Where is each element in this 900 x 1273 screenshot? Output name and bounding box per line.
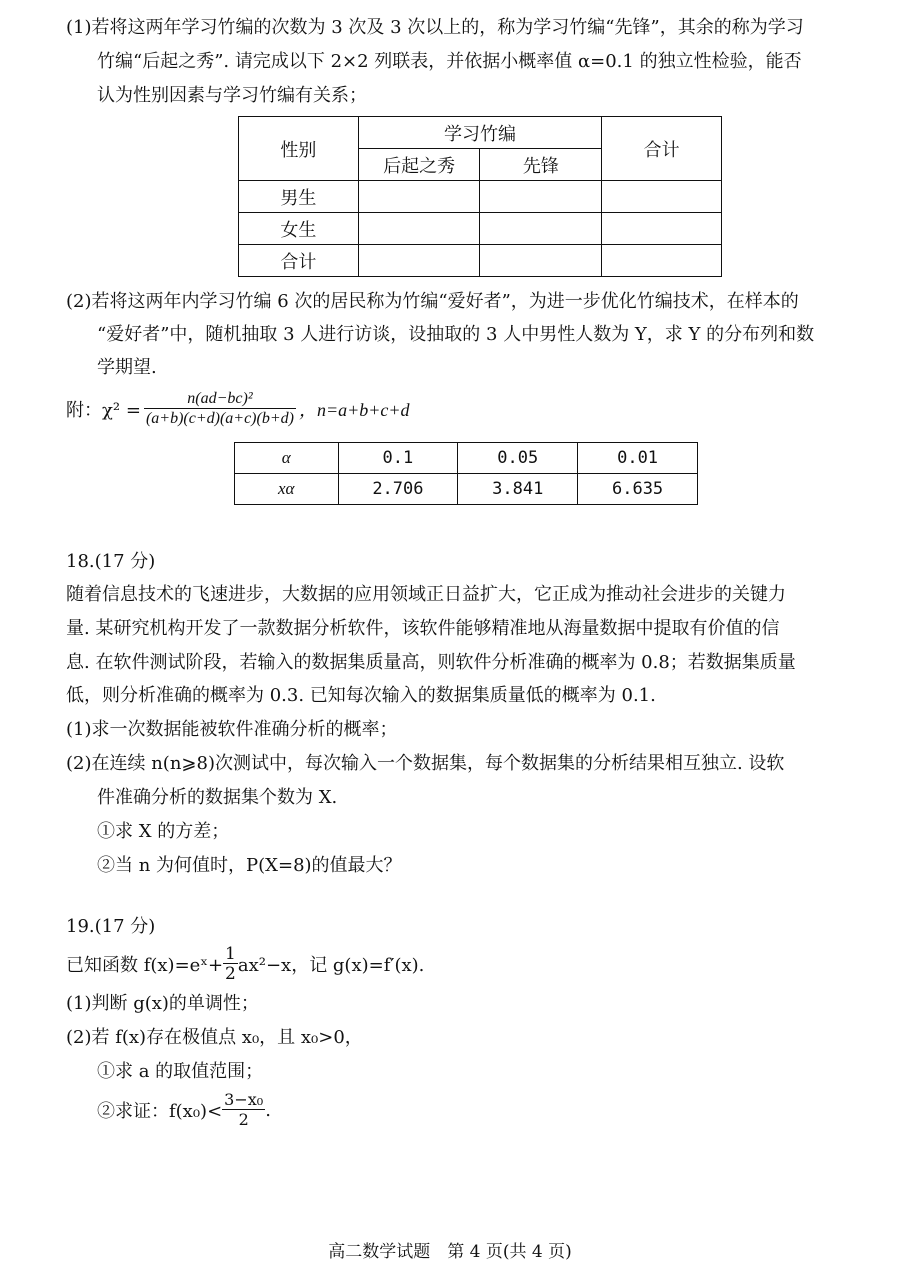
row-label-total: 合计 — [239, 245, 359, 277]
q18-line6: (2)在连续 n(n⩾8)次测试中，每次输入一个数据集，每个数据集的分析结果相互独立. 设软 — [66, 753, 785, 774]
q19-line3: (2)若 f(x)存在极值点 x₀，且 x₀>0， — [66, 1027, 363, 1048]
inequality-fraction — [222, 1091, 265, 1130]
row-label-male: 男生 — [239, 181, 359, 213]
q18-line7: 件准确分析的数据集个数为 X. — [97, 787, 338, 808]
q18-line5: (1)求一次数据能被软件准确分析的概率； — [66, 719, 398, 740]
critical-value: 3.841 — [458, 474, 578, 505]
fraction-numerator: 3−x₀ — [224, 1089, 264, 1109]
table-cell — [602, 245, 722, 277]
critical-value-table — [234, 442, 698, 505]
table-cell — [358, 181, 480, 213]
row-label-female: 女生 — [239, 213, 359, 245]
fraction-denominator: 2 — [238, 1109, 249, 1129]
header-pioneer: 先锋 — [480, 149, 602, 181]
header-late-bloomer: 后起之秀 — [358, 149, 480, 181]
fraction-numerator: 1 — [225, 943, 236, 964]
critical-value: 2.706 — [338, 474, 458, 505]
table-cell — [358, 213, 480, 245]
table-cell — [358, 245, 480, 277]
header-total: 合计 — [602, 117, 722, 181]
chi-square-formula — [66, 386, 410, 432]
q18-title: 18.(17 分) — [66, 551, 156, 572]
q18-line2: 量. 某研究机构开发了一款数据分析软件，该软件能够精准地从海量数据中提取有价值的信 — [66, 618, 780, 639]
critical-value: 6.635 — [578, 474, 698, 505]
q18-line4: 低，则分析准确的概率为 0.3. 已知每次输入的数据集质量低的概率为 0.1. — [66, 685, 656, 706]
table-cell — [480, 245, 602, 277]
header-gender: 性别 — [239, 117, 359, 181]
alpha-label: α — [235, 443, 339, 474]
q19-line2: (1)判断 g(x)的单调性； — [66, 993, 259, 1014]
fraction-denominator: 2 — [225, 963, 236, 984]
alpha-value: 0.05 — [458, 443, 578, 474]
header-study: 学习竹编 — [358, 117, 601, 149]
table-cell — [480, 213, 602, 245]
q17-part1-line2: 竹编“后起之秀”. 请完成以下 2×2 列联表，并依据小概率值 α=0.1 的独立性检验，能否 — [97, 51, 802, 72]
formula-prefix: 附：χ² = — [66, 400, 141, 421]
alpha-value: 0.01 — [578, 443, 698, 474]
q18-line8: ①求 X 的方差； — [97, 821, 230, 842]
formula-fraction — [144, 390, 296, 429]
q17-part1-line1: (1)若将这两年学习竹编的次数为 3 次及 3 次以上的，称为学习竹编“先锋”，其余的称为学习 — [66, 17, 804, 38]
alpha-value: 0.1 — [338, 443, 458, 474]
table-cell — [602, 181, 722, 213]
q19-line5 — [97, 1086, 271, 1134]
q19-line4: ①求 a 的取值范围； — [97, 1061, 264, 1082]
page-footer: 高二数学试题 第 4 页(共 4 页) — [328, 1242, 572, 1262]
q18-line9: ②当 n 为何值时，P(X=8)的值最大？ — [97, 855, 402, 876]
x-alpha-label: xα — [235, 474, 339, 505]
q19-line5-suffix: . — [265, 1099, 271, 1121]
q19-line1-prefix: 已知函数 f(x)=eˣ+ — [66, 955, 224, 976]
q17-part2-line2: “爱好者”中，随机抽取 3 人进行访谈，设抽取的 3 人中男性人数为 Y，求 Y 的分布列和数 — [97, 324, 815, 345]
q19-line1 — [66, 940, 424, 988]
contingency-table — [238, 116, 722, 277]
q19-title: 19.(17 分) — [66, 916, 156, 937]
q17-part2-line3: 学期望. — [97, 357, 157, 378]
formula-denominator: (a+b)(c+d)(a+c)(b+d) — [145, 409, 294, 427]
q19-line5-prefix: ②求证：f(x₀)< — [97, 1101, 223, 1122]
half-fraction — [223, 945, 238, 984]
q17-part1-line3: 认为性别因素与学习竹编有关系； — [97, 85, 367, 106]
q18-line3: 息. 在软件测试阶段，若输入的数据集质量高，则软件分析准确的概率为 0.8；若数据集质量 — [66, 652, 796, 673]
table-cell — [602, 213, 722, 245]
formula-suffix: ，n=a+b+c+d — [298, 400, 410, 420]
q18-line1: 随着信息技术的飞速进步，大数据的应用领域正日益扩大，它正成为推动社会进步的关键力 — [66, 584, 786, 605]
q19-line1-suffix: ax²−x，记 g(x)=f′(x). — [237, 955, 425, 976]
formula-numerator: n(ad−bc)² — [144, 390, 296, 409]
table-cell — [480, 181, 602, 213]
q17-part2-line1: (2)若将这两年内学习竹编 6 次的居民称为竹编“爱好者”，为进一步优化竹编技术，在样本的 — [66, 291, 799, 312]
